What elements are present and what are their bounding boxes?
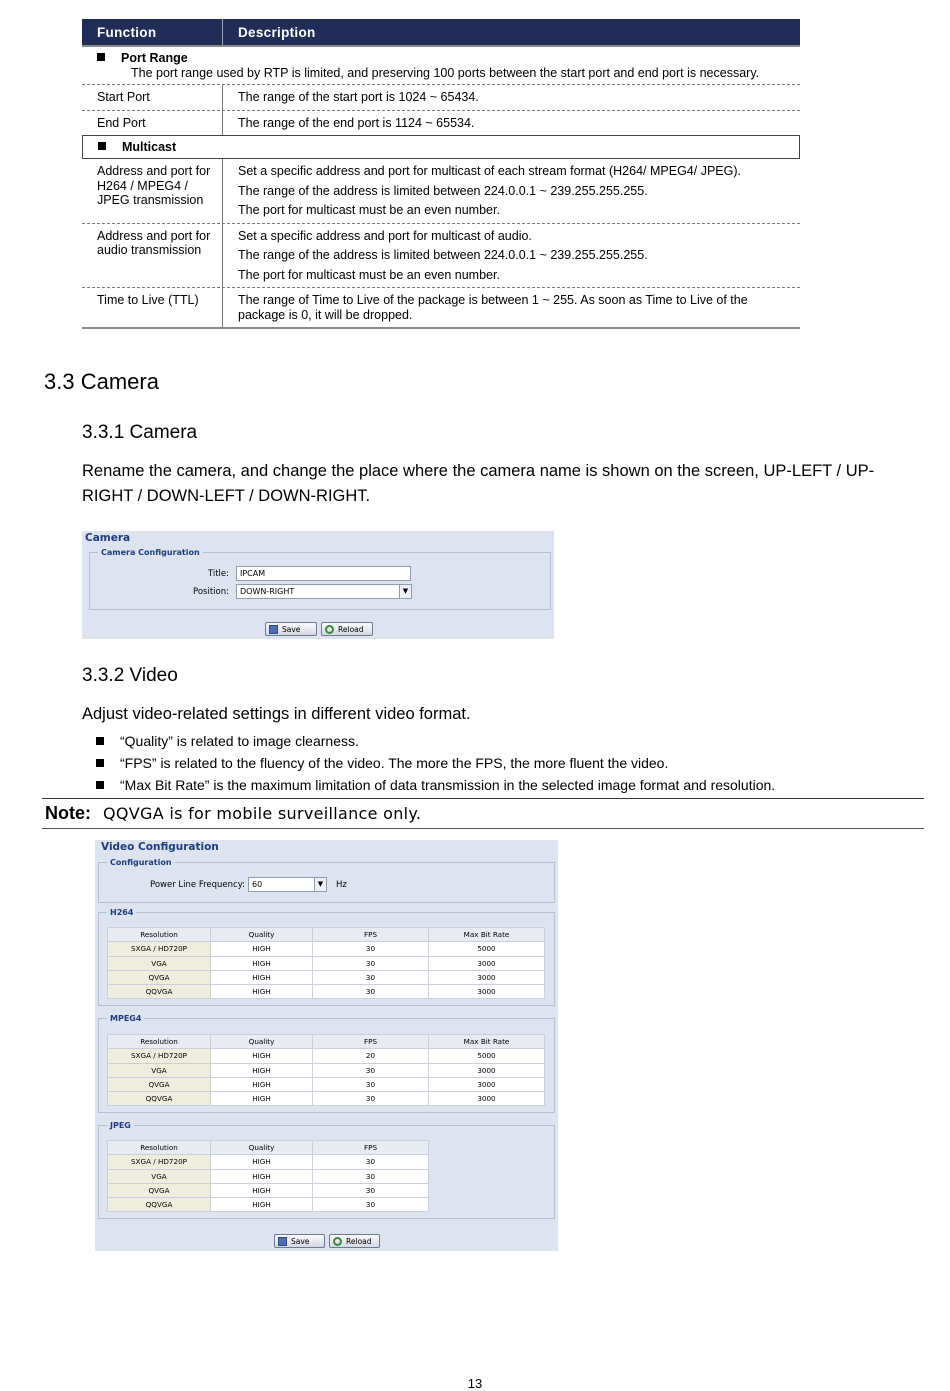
start-port-label: Start Port bbox=[82, 85, 223, 110]
end-port-label: End Port bbox=[82, 111, 223, 136]
h264-table bbox=[107, 927, 545, 999]
reload-label: Reload bbox=[338, 624, 364, 634]
video-panel-title: Video Configuration bbox=[101, 841, 219, 853]
table-row bbox=[82, 159, 800, 224]
section-title-camera: 3.3 Camera bbox=[44, 369, 159, 394]
page-number: 13 bbox=[467, 1376, 483, 1391]
header-description: Description bbox=[238, 24, 316, 40]
table-header-row bbox=[108, 1035, 545, 1049]
col-header: Quality bbox=[211, 1141, 313, 1155]
table-row: QVGA HIGH 30 3000 bbox=[108, 970, 545, 984]
list-item: “Max Bit Rate” is the maximum limitation of data transmission in the selected image format and resolution. bbox=[96, 775, 775, 797]
title-label: Title: bbox=[207, 569, 229, 579]
position-value: DOWN-RIGHT bbox=[240, 587, 295, 596]
reload-button[interactable] bbox=[321, 622, 373, 636]
video-config-legend: Configuration bbox=[110, 858, 172, 867]
table-row: VGA HIGH 30 bbox=[108, 1169, 429, 1183]
bullet-square-icon bbox=[96, 737, 104, 745]
camera-description: Rename the camera, and change the place where the camera name is shown on the screen, UP-LEFT / UP-RIGHT / DOWN-LEFT / DOWN-RIGHT. bbox=[82, 462, 875, 505]
bullet-square-icon bbox=[98, 142, 106, 150]
col-header: FPS bbox=[313, 928, 429, 942]
start-port-desc: The range of the start port is 1024 ~ 65434. bbox=[238, 90, 479, 104]
table-row: VGA HIGH 30 3000 bbox=[108, 1063, 545, 1077]
video-description: Adjust video-related settings in different video format. bbox=[82, 705, 471, 723]
table-row bbox=[82, 85, 800, 111]
section-port-range bbox=[82, 47, 800, 85]
table-row: SXGA / HD720P HIGH 30 bbox=[108, 1155, 429, 1169]
chevron-down-icon[interactable]: ▼ bbox=[399, 585, 411, 598]
col-header: FPS bbox=[313, 1141, 429, 1155]
power-line-value: 60 bbox=[252, 880, 263, 889]
addr-video-label: Address and port for H264 / MPEG4 / JPEG transmission bbox=[82, 159, 223, 223]
save-button[interactable] bbox=[274, 1234, 325, 1248]
addr-video-line: Set a specific address and port for multicast of each stream format (H264/ MPEG4/ JPEG). bbox=[238, 164, 741, 178]
table-row: QQVGA HIGH 30 bbox=[108, 1198, 429, 1212]
save-button[interactable] bbox=[265, 622, 317, 636]
table-header-row bbox=[108, 1141, 429, 1155]
table-row: QQVGA HIGH 30 3000 bbox=[108, 985, 545, 999]
list-item: “Quality” is related to image clearness. bbox=[96, 731, 775, 753]
table-row bbox=[82, 111, 800, 136]
chevron-down-icon[interactable]: ▼ bbox=[314, 878, 326, 891]
col-header: Quality bbox=[211, 1035, 313, 1049]
reload-label: Reload bbox=[346, 1236, 372, 1246]
col-header: Resolution bbox=[108, 1141, 211, 1155]
addr-video-line: The port for multicast must be an even number. bbox=[238, 203, 500, 217]
jpeg-legend: JPEG bbox=[110, 1121, 131, 1130]
addr-audio-line: The port for multicast must be an even number. bbox=[238, 267, 500, 282]
video-bullets bbox=[96, 731, 775, 797]
table-row: QVGA HIGH 30 3000 bbox=[108, 1077, 545, 1091]
table-row bbox=[82, 288, 800, 329]
col-header: Max Bit Rate bbox=[429, 1035, 545, 1049]
camera-panel-title: Camera bbox=[85, 532, 131, 544]
bullet-square-icon bbox=[96, 781, 104, 789]
subsection-title-video: 3.3.2 Video bbox=[82, 665, 178, 686]
video-panel bbox=[95, 840, 558, 1251]
power-line-select[interactable] bbox=[248, 877, 327, 892]
reload-icon bbox=[325, 625, 334, 634]
ttl-desc: The range of Time to Live of the package is between 1 ~ 255. As soon as Time to Live of the package is 0, it will be dropped. bbox=[238, 293, 748, 322]
table-row: VGA HIGH 30 3000 bbox=[108, 956, 545, 970]
jpeg-table bbox=[107, 1140, 429, 1212]
h264-legend: H264 bbox=[110, 908, 134, 917]
table-row bbox=[82, 224, 800, 289]
end-port-desc: The range of the end port is 1124 ~ 65534. bbox=[238, 115, 475, 130]
addr-audio-line: Set a specific address and port for multicast of audio. bbox=[238, 228, 532, 243]
multicast-title: Multicast bbox=[122, 140, 177, 154]
save-label: Save bbox=[291, 1236, 310, 1246]
camera-panel bbox=[82, 531, 554, 639]
reload-button[interactable] bbox=[329, 1234, 380, 1248]
col-header: Quality bbox=[211, 928, 313, 942]
addr-audio-line: The range of the address is limited between 224.0.0.1 ~ 239.255.255.255. bbox=[238, 248, 648, 262]
addr-audio-label: Address and port for audio transmission bbox=[82, 224, 223, 288]
port-range-desc: The port range used by RTP is limited, and preserving 100 ports between the start port and end port is necessary. bbox=[131, 66, 760, 80]
function-description-table bbox=[82, 19, 800, 329]
table-row: QQVGA HIGH 30 3000 bbox=[108, 1092, 545, 1106]
power-line-label: Power Line Frequency: bbox=[150, 880, 245, 890]
power-line-unit: Hz bbox=[336, 880, 347, 890]
section-multicast bbox=[82, 135, 800, 159]
title-input[interactable]: IPCAM bbox=[236, 566, 411, 581]
floppy-disk-icon bbox=[269, 625, 278, 634]
table-row: SXGA / HD720P HIGH 20 5000 bbox=[108, 1049, 545, 1063]
subsection-title-camera: 3.3.1 Camera bbox=[82, 422, 198, 443]
table-header bbox=[82, 19, 800, 47]
mpeg4-table bbox=[107, 1034, 545, 1106]
col-header: Resolution bbox=[108, 1035, 211, 1049]
bullet-square-icon bbox=[97, 53, 105, 61]
bullet-square-icon bbox=[96, 759, 104, 767]
header-function: Function bbox=[82, 19, 223, 45]
floppy-disk-icon bbox=[278, 1237, 287, 1246]
camera-config-legend: Camera Configuration bbox=[101, 548, 200, 557]
col-header: Resolution bbox=[108, 928, 211, 942]
list-item: “FPS” is related to the fluency of the video. The more the FPS, the more fluent the video. bbox=[96, 753, 775, 775]
addr-video-line: The range of the address is limited between 224.0.0.1 ~ 239.255.255.255. bbox=[238, 183, 648, 198]
ttl-label: Time to Live (TTL) bbox=[82, 288, 223, 327]
position-select[interactable] bbox=[236, 584, 412, 599]
note-box bbox=[42, 798, 924, 829]
mpeg4-legend: MPEG4 bbox=[110, 1014, 142, 1023]
col-header: FPS bbox=[313, 1035, 429, 1049]
table-header-row bbox=[108, 928, 545, 942]
save-label: Save bbox=[282, 624, 301, 634]
note-text: QQVGA is for mobile surveillance only. bbox=[103, 804, 422, 823]
reload-icon bbox=[333, 1237, 342, 1246]
position-label: Position: bbox=[193, 587, 229, 597]
note-label: Note: bbox=[45, 803, 91, 823]
col-header: Max Bit Rate bbox=[429, 928, 545, 942]
table-row: QVGA HIGH 30 bbox=[108, 1183, 429, 1197]
port-range-title: Port Range bbox=[121, 51, 188, 65]
table-row: SXGA / HD720P HIGH 30 5000 bbox=[108, 942, 545, 956]
